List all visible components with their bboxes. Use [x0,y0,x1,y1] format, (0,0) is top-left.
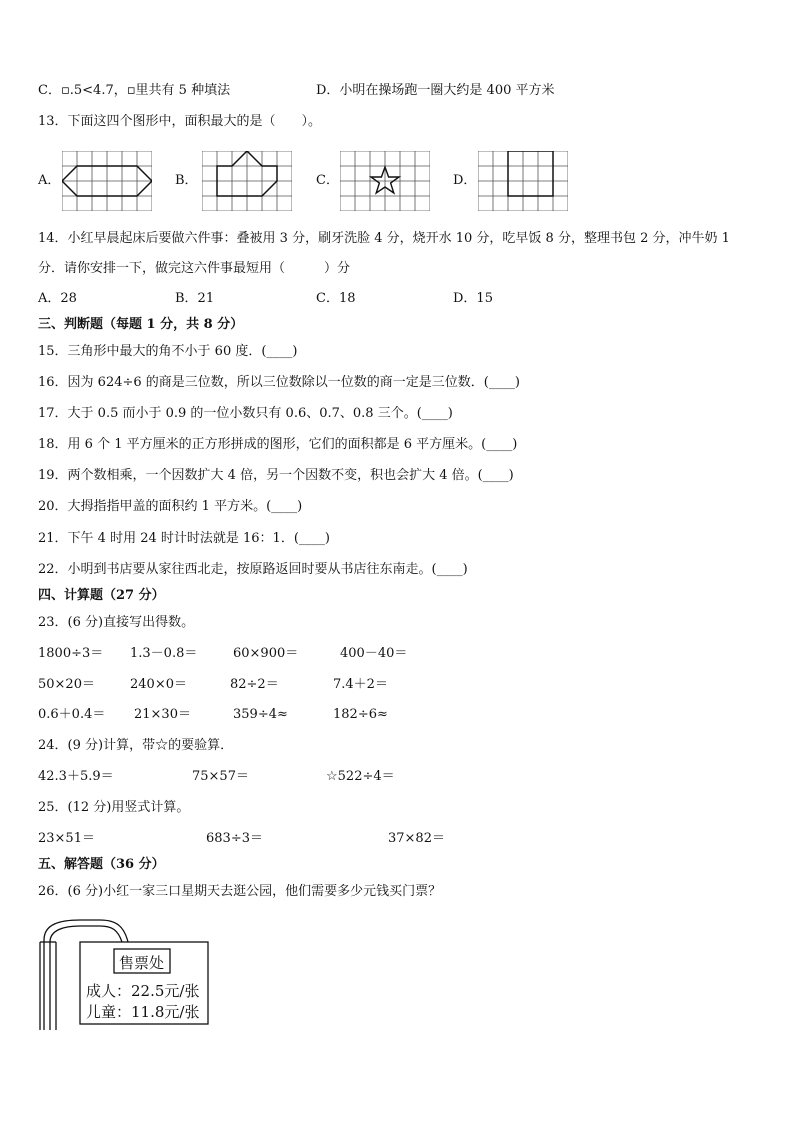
q23-item: 7.4＋2＝ [333,677,388,692]
q19: 19．两个数相乘，一个因数扩大 4 倍，另一个因数不变，积也会扩大 4 倍。(____) [38,468,514,483]
q23-item: 1.3－0.8＝ [130,646,198,661]
q24-item: ☆522÷4＝ [326,769,395,784]
q25-item: 37×82＝ [388,831,445,846]
q14-stem-line1: 14．小红早晨起床后要做六件事：叠被用 3 分，刷牙洗脸 4 分，烧开水 10 分，吃早饭 8 分，整理书包 2 分，冲牛奶 1 [38,231,730,246]
q23-item: 182÷6≈ [333,707,388,722]
ticket-booth-illustration [36,918,212,1030]
q14-option-d: D．15 [453,291,493,306]
q24-item: 75×57＝ [192,769,249,784]
q23-item: 1800÷3＝ [38,646,104,661]
q23-item: 400－40＝ [340,646,408,661]
q14-option-b: B．21 [175,291,215,306]
q23-item: 0.6＋0.4＝ [38,707,106,722]
adult-price: 成人：22.5元/张 [86,982,200,1000]
q23-stem: 23．(6 分)直接写出得数。 [38,615,195,630]
section-5-title: 五、解答题（36 分） [38,857,165,872]
q18: 18．用 6 个 1 平方厘米的正方形拼成的图形，它们的面积都是 6 平方厘米。(____) [38,437,518,452]
q13-figure-a [62,151,152,211]
booth-sign: 售票处 [119,954,165,972]
q14-stem-line2: 分．请你安排一下，做完这六件事最短用（ ）分 [38,261,351,276]
q21: 21．下午 4 时用 24 时计时法就是 16：1．(____) [38,531,330,546]
q23-item: 21×30＝ [134,707,191,722]
q13-figure-c [340,151,430,211]
q13-figure-d [478,151,568,211]
q14-option-c: C．18 [316,291,356,306]
child-price: 儿童：11.8元/张 [86,1003,200,1021]
q23-item: 82÷2＝ [230,677,279,692]
q22: 22．小明到书店要从家往西北走，按原路返回时要从书店往东南走。(____) [38,562,468,577]
q26-stem: 26．(6 分)小红一家三口星期天去逛公园，他们需要多少元钱买门票？ [38,884,442,899]
q13-stem: 13．下面这四个图形中，面积最大的是（ ）。 [38,114,322,129]
q12-option-d: D．小明在操场跑一圈大约是 400 平方米 [316,83,555,98]
q13-label-d: D． [453,173,477,188]
q13-figure-b [202,151,292,211]
q20: 20．大拇指指甲盖的面积约 1 平方米。(____) [38,499,303,514]
q23-item: 60×900＝ [233,646,299,661]
q13-label-b: B． [175,173,198,188]
q14-option-a: A．28 [38,291,77,306]
q25-item: 683÷3＝ [206,831,263,846]
q12-option-c: C．▫.5<4.7，▫里共有 5 种填法 [38,83,231,98]
q24-item: 42.3＋5.9＝ [38,769,114,784]
q25-item: 23×51＝ [38,831,95,846]
q24-stem: 24．(9 分)计算，带☆的要验算． [38,738,234,753]
q13-label-c: C． [316,173,339,188]
section-3-title: 三、判断题（每题 1 分，共 8 分） [38,317,244,332]
q17: 17．大于 0.5 而小于 0.9 的一位小数只有 0.6、0.7、0.8 三个。(____) [38,406,453,421]
q23-item: 359÷4≈ [233,707,288,722]
q13-label-a: A． [38,173,61,188]
q23-item: 50×20＝ [38,677,95,692]
q25-stem: 25．(12 分)用竖式计算。 [38,800,190,815]
q16: 16．因为 624÷6 的商是三位数，所以三位数除以一位数的商一定是三位数．(____) [38,375,520,390]
section-4-title: 四、计算题（27 分） [38,588,165,603]
q23-item: 240×0＝ [130,677,187,692]
q15: 15．三角形中最大的角不小于 60 度．(____) [38,344,298,359]
